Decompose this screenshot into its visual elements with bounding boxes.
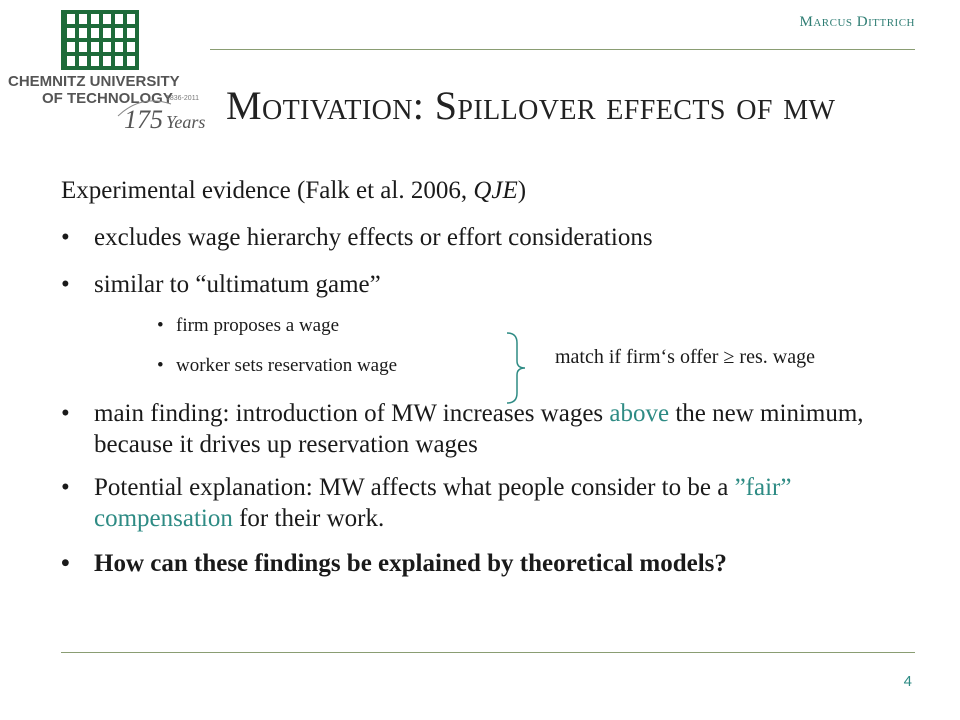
bullet-list <box>61 222 921 579</box>
intro-journal: QJE <box>473 177 518 204</box>
author-name: Marcus Dittrich <box>799 14 915 30</box>
bullet-text: the new minimum, because it drives up reservation wages <box>94 400 864 458</box>
logo-anniversary-word: Years <box>166 112 206 132</box>
building-icon <box>61 10 139 70</box>
bullet-text: for their work. <box>232 505 385 532</box>
bullet-item <box>61 548 921 579</box>
page-number: 4 <box>903 673 912 690</box>
bullet-text: How can these findings be explained by theoretical models? <box>94 550 727 577</box>
bullet-text: similar to “ultimatum game” <box>94 271 381 298</box>
bullet-text: Potential explanation: MW affects what people consider to be a <box>94 474 735 501</box>
logo-anniversary-number: 175 <box>124 105 163 134</box>
intro-suffix: ) <box>517 177 527 204</box>
sub-bullet-text: worker sets reservation wage <box>176 355 398 376</box>
sub-bullet-item <box>61 314 921 338</box>
bullet-text: main finding: introduction of MW increases wages <box>94 400 610 427</box>
slide-content <box>61 176 921 579</box>
bullet-item <box>61 269 921 300</box>
university-logo <box>6 4 226 144</box>
highlight-above: above <box>609 400 670 427</box>
slide-title: Motivation: Spillover effects of mw <box>226 83 836 128</box>
logo-line1: CHEMNITZ UNIVERSITY <box>8 73 180 90</box>
match-note: match if firm‘s offer ≥ res. wage <box>555 346 815 368</box>
bullet-text: excludes wage hierarchy effects or effort considerations <box>94 224 653 251</box>
sub-bullet-text: firm proposes a wage <box>176 315 340 336</box>
footer-divider <box>61 652 915 653</box>
bullet-item <box>61 472 921 534</box>
intro-prefix: Experimental evidence (Falk et al. 2006, <box>61 177 474 204</box>
highlight-fair-compensation: ”fair” compensation <box>94 474 792 532</box>
curly-brace-icon <box>505 331 529 405</box>
logo-line2: OF TECHNOLOGY <box>42 90 173 107</box>
bullet-item <box>61 222 921 253</box>
header-divider <box>210 49 915 50</box>
logo-years-range: 1836-2011 <box>166 95 199 102</box>
intro-line <box>61 176 921 206</box>
bullet-item <box>61 398 921 460</box>
